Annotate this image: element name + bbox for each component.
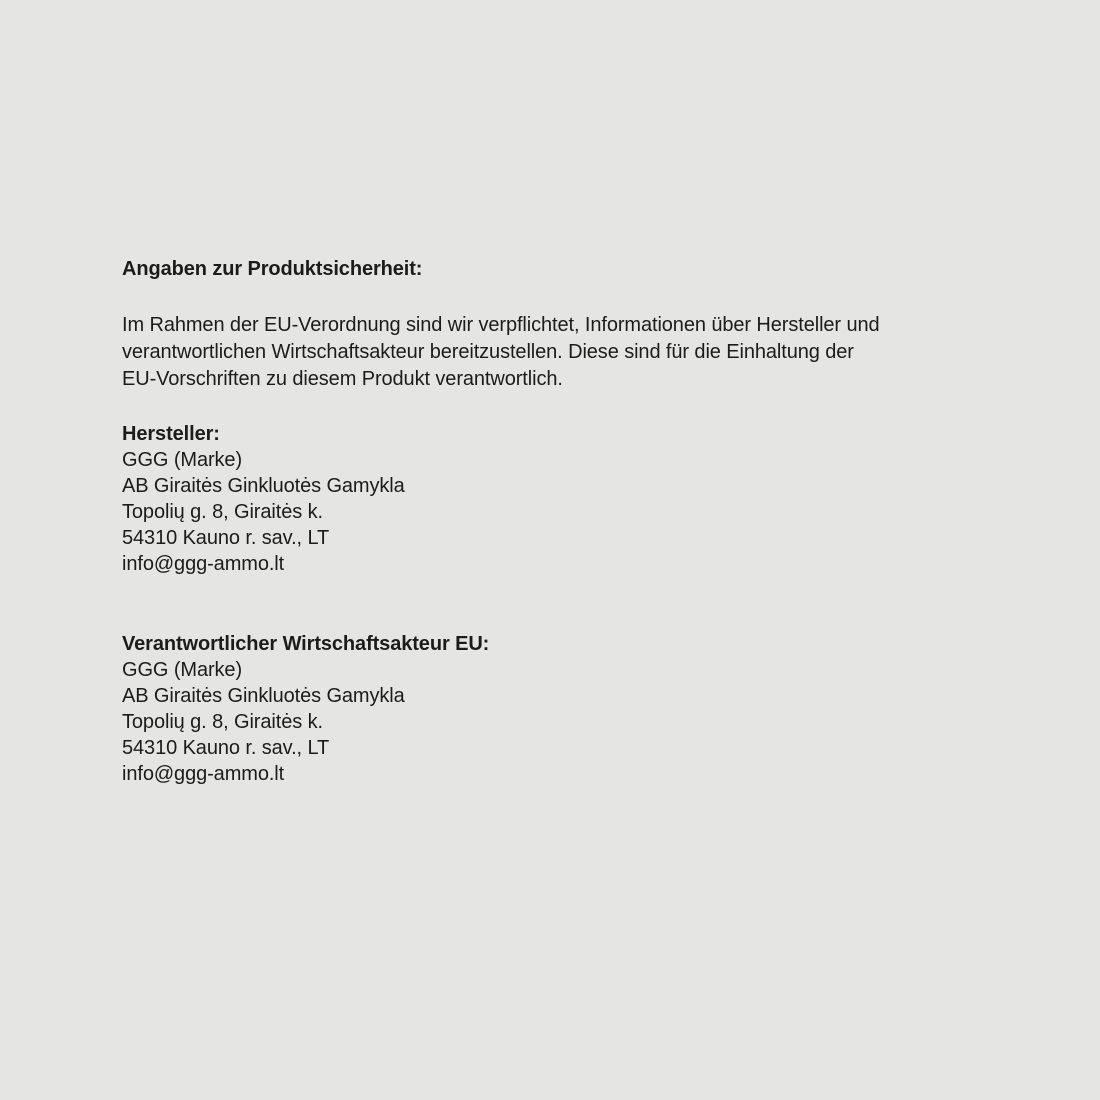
responsible-operator-email: info@ggg-ammo.lt: [122, 763, 285, 785]
manufacturer-heading: Hersteller:: [122, 423, 220, 445]
manufacturer-company: AB Giraitės Ginkluotės Gamykla: [122, 475, 405, 497]
intro-line: verantwortlichen Wirtschaftsakteur bereitzustellen. Diese sind für die Einhaltung der: [122, 341, 854, 363]
manufacturer-street: Topolių g. 8, Giraitės k.: [122, 501, 323, 523]
responsible-operator-company: AB Giraitės Ginkluotės Gamykla: [122, 685, 405, 707]
responsible-operator-heading: Verantwortlicher Wirtschaftsakteur EU:: [122, 633, 490, 655]
manufacturer-brand: GGG (Marke): [122, 449, 243, 471]
product-safety-heading: Angaben zur Produktsicherheit:: [122, 258, 423, 280]
manufacturer-email: info@ggg-ammo.lt: [122, 553, 285, 575]
manufacturer-address: [122, 447, 1002, 577]
responsible-operator-city: 54310 Kauno r. sav., LT: [122, 737, 330, 759]
responsible-operator-address: [122, 657, 1002, 787]
manufacturer-block: [122, 421, 1002, 577]
manufacturer-city: 54310 Kauno r. sav., LT: [122, 527, 330, 549]
product-safety-section: [122, 256, 1002, 841]
intro-line: EU-Vorschriften zu diesem Produkt verantwortlich.: [122, 368, 563, 390]
responsible-operator-block: [122, 631, 1002, 787]
intro-paragraph: [122, 312, 1002, 393]
intro-line: Im Rahmen der EU-Verordnung sind wir verpflichtet, Informationen über Hersteller und: [122, 314, 880, 336]
responsible-operator-brand: GGG (Marke): [122, 659, 243, 681]
responsible-operator-street: Topolių g. 8, Giraitės k.: [122, 711, 323, 733]
